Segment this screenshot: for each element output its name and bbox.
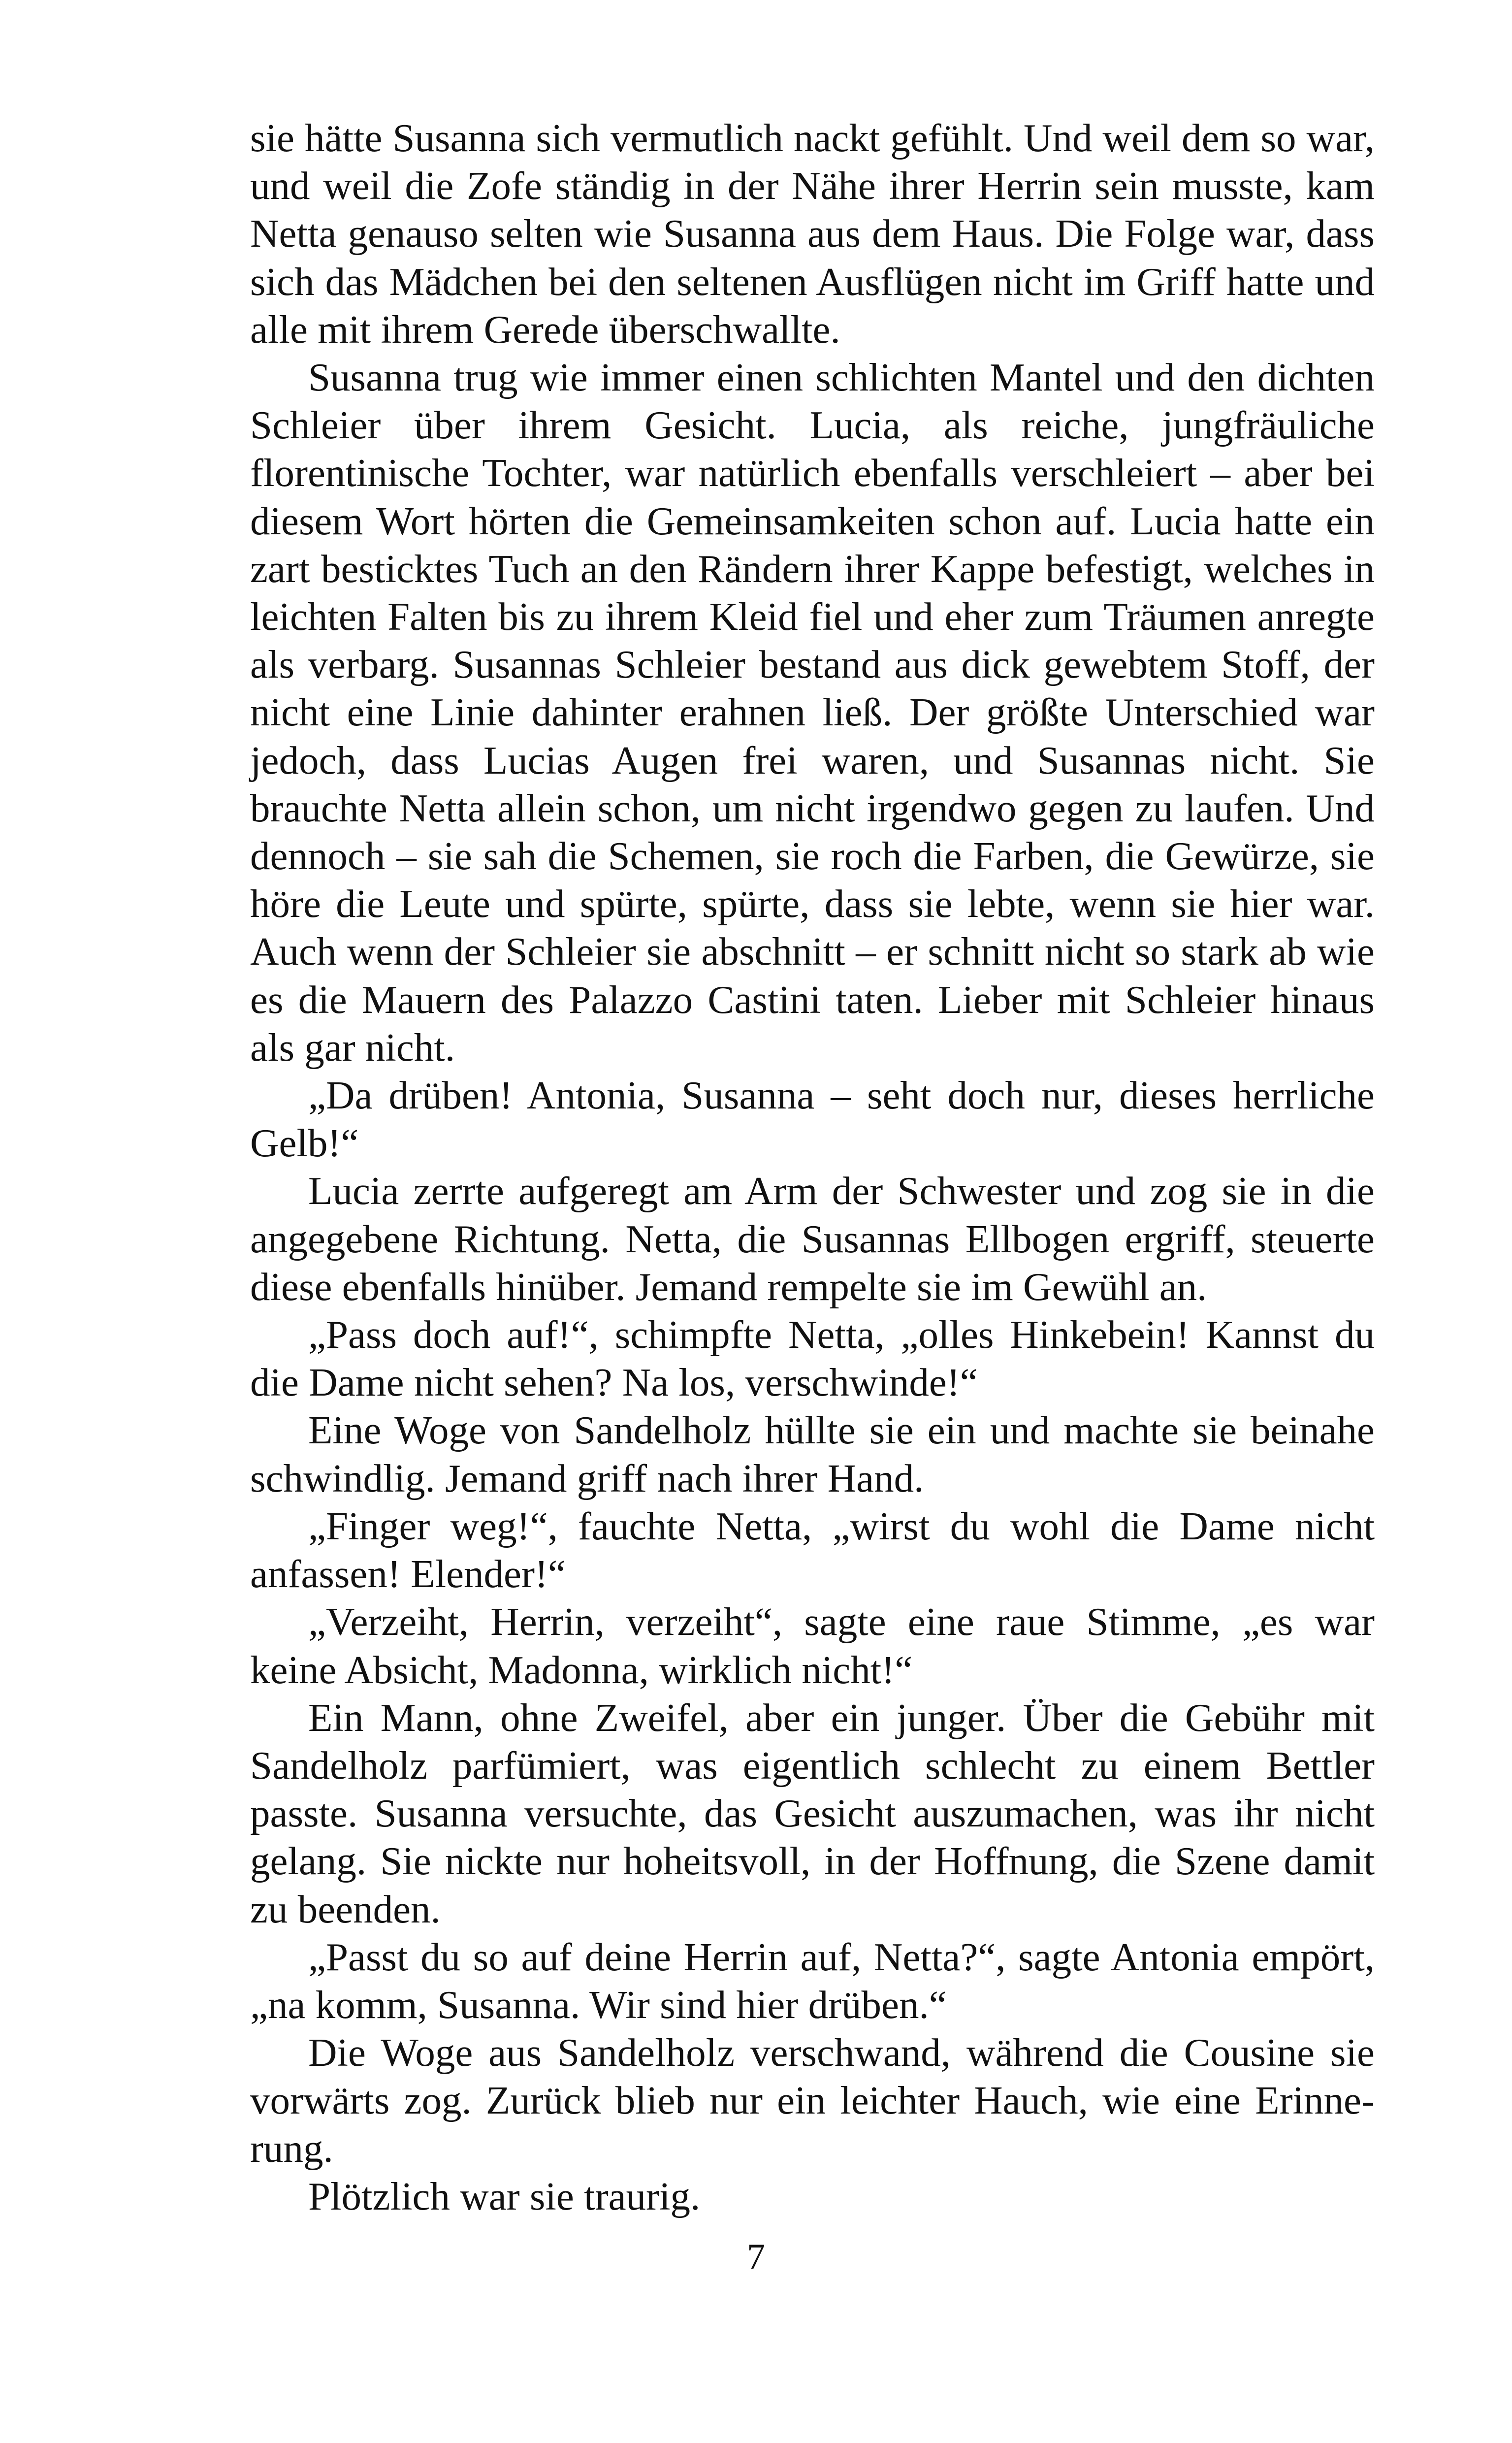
paragraph-11: Die Woge aus Sandelholz verschwand, während die Cousine sie vorwärts zog. Zurück blieb nur ein leichter Hauch, wie eine Erinnerung.: [250, 2030, 1375, 2171]
paragraph-2: Susanna trug wie immer einen schlichten Mantel und den dichten Schleier über ihrem Gesicht. Lucia, als reiche, jungfräuliche florentinische Tochter, war natürlich ebenfalls verschleiert – aber bei diesem Wort hörten die Gemeinsamkeiten schon auf. Lucia hatte ein zart besticktes Tuch an den Rändern ihrer Kappe befestigt, welches in leichten Falten bis zu ihrem Kleid fiel und eher zum Träumen anregte als verbarg. Susannas Schleier bestand aus dick gewebtem Stoff, der nicht eine Linie dahinter erahnen ließ. Der größte Unterschied war jedoch, dass Lucias Augen frei waren, und Susannas nicht. Sie brauchte Netta allein schon, um nicht irgendwo gegen zu laufen. Und dennoch – sie sah die Schemen, sie roch die Farben, die Gewürze, sie höre die Leute und spürte, spürte, dass sie lebte, wenn sie hier war. Auch wenn der Schleier sie abschnitt – er schnitt nicht so stark ab wie es die Mauern des Palazzo Castini taten. Lieber mit Schleier hinaus als gar nicht.: [250, 355, 1375, 1070]
paragraph-7: „Finger weg!“, fauchte Netta, „wirst du wohl die Dame nicht anfassen! Elender!“: [250, 1503, 1375, 1596]
paragraph-3: „Da drüben! Antonia, Susanna – seht doch nur, dieses herrliche Gelb!“: [250, 1073, 1375, 1166]
paragraph-12: Plötzlich war sie traurig.: [308, 2174, 701, 2218]
paragraph-4: Lucia zerrte aufgeregt am Arm der Schwester und zog sie in die angegebene Richtung. Netta, die Susannas Ellbogen ergriff, steuerte diese ebenfalls hinüber. Jemand rempelte sie im Gewühl an.: [250, 1169, 1375, 1309]
page-number: 7: [747, 2237, 765, 2277]
body-text: [250, 114, 1375, 2220]
paragraph-9: Ein Mann, ohne Zweifel, aber ein junger. Über die Gebühr mit Sandelholz parfümiert, was eigentlich schlecht zu einem Bettler passte. Susanna versuchte, das Gesicht auszumachen, was ihr nicht gelang. Sie nickte nur hoheitsvoll, in der Hoffnung, die Szene damit zu beenden.: [250, 1695, 1375, 1931]
paragraph-1: sie hätte Susanna sich vermutlich nackt gefühlt. Und weil dem so war, und weil die Zofe ständig in der Nähe ihrer Herrin sein musste, kam Netta genauso selten wie Susanna aus dem Haus. Die Folge war, dass sich das Mädchen bei den seltenen Ausflügen nicht im Griff hatte und alle mit ihrem Gerede überschwallte.: [250, 116, 1375, 352]
paragraph-10: „Passt du so auf deine Herrin auf, Netta?“, sagte Antonia empört, „na komm, Susanna. Wir sind hier drüben.“: [250, 1934, 1375, 2027]
paragraph-5: „Pass doch auf!“, schimpfte Netta, „olles Hinkebein! Kannst du die Dame nicht sehen? Na los, verschwinde!“: [250, 1312, 1375, 1405]
paragraph-8: „Verzeiht, Herrin, verzeiht“, sagte eine raue Stimme, „es war keine Absicht, Madonna, wirklich nicht!“: [250, 1599, 1375, 1692]
paragraph-6: Eine Woge von Sandelholz hüllte sie ein und machte sie beinahe schwindlig. Jemand griff nach ihrer Hand.: [250, 1408, 1375, 1500]
